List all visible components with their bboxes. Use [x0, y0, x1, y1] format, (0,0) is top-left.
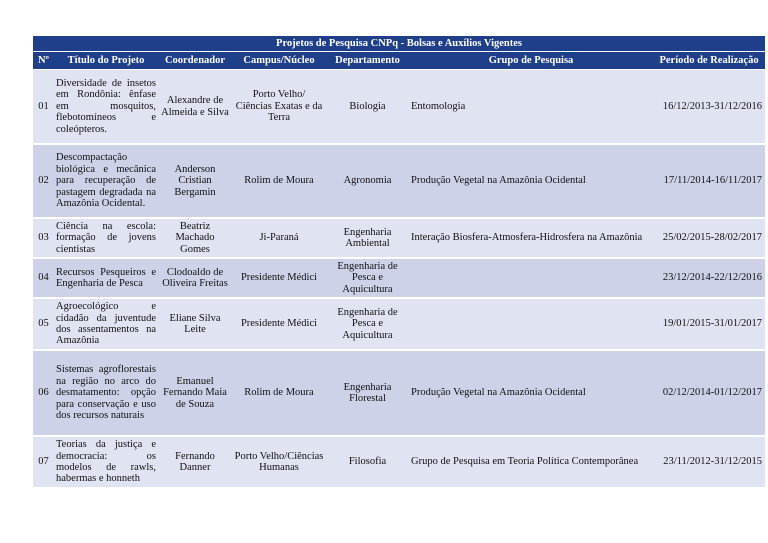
row-campus: Presidente Médici: [232, 298, 326, 350]
header-coordinator: Coordenador: [158, 52, 232, 69]
header-campus: Campus/Núcleo: [232, 52, 326, 69]
row-campus: Porto Velho/Ciências Humanas: [232, 436, 326, 488]
row-period: 25/02/2015-28/02/2017: [653, 218, 765, 258]
row-period: 17/11/2014-16/11/2017: [653, 144, 765, 218]
row-num: 02: [33, 144, 54, 218]
table-row: [33, 70, 765, 144]
row-period: 19/01/2015-31/01/2017: [653, 298, 765, 350]
row-num: 05: [33, 298, 54, 350]
row-group: Produção Vegetal na Amazônia Ocidental: [409, 144, 653, 218]
table-header-row: [33, 52, 765, 69]
row-num: 01: [33, 70, 54, 144]
row-title: Descompactação biológica e mecânica para recuperação de pastagem degradada na Amazônia Ocidental.: [54, 144, 158, 218]
document-page: [33, 36, 765, 489]
row-campus: Rolim de Moura: [232, 144, 326, 218]
row-campus: Ji-Paraná: [232, 218, 326, 258]
row-department: Biologia: [326, 70, 409, 144]
row-campus: Presidente Médici: [232, 258, 326, 298]
header-period: Período de Realização: [653, 52, 765, 69]
row-department: Agronomia: [326, 144, 409, 218]
row-group: Grupo de Pesquisa em Teoria Política Contemporânea: [409, 436, 653, 488]
projects-table: [33, 36, 765, 489]
row-department: Engenharia Ambiental: [326, 218, 409, 258]
row-campus: Porto Velho/ Ciências Exatas e da Terra: [232, 70, 326, 144]
row-coordinator: Beatriz Machado Gomes: [158, 218, 232, 258]
row-title: Diversidade de insetos em Rondônia: ênfase em mosquitos, flebotomíneos e coleópteros.: [54, 70, 158, 144]
row-coordinator: Alexandre de Almeida e Silva: [158, 70, 232, 144]
row-period: 23/12/2014-22/12/2016: [653, 258, 765, 298]
row-num: 07: [33, 436, 54, 488]
row-num: 04: [33, 258, 54, 298]
row-coordinator: Eliane Silva Leite: [158, 298, 232, 350]
table-caption: Projetos de Pesquisa CNPq - Bolsas e Auxílios Vigentes: [33, 36, 765, 51]
row-department: Engenharia de Pesca e Aquicultura: [326, 298, 409, 350]
header-group: Grupo de Pesquisa: [409, 52, 653, 69]
row-department: Filosofia: [326, 436, 409, 488]
row-group: Entomologia: [409, 70, 653, 144]
row-group: Interação Biosfera-Atmosfera-Hidrosfera na Amazônia: [409, 218, 653, 258]
row-title: Ciência na escola: formação de jovens cientistas: [54, 218, 158, 258]
row-department: Engenharia de Pesca e Aquicultura: [326, 258, 409, 298]
row-coordinator: Fernando Danner: [158, 436, 232, 488]
row-department: Engenharia Florestal: [326, 350, 409, 436]
row-coordinator: Emanuel Fernando Maia de Souza: [158, 350, 232, 436]
row-title: Recursos Pesqueiros e Engenharia de Pesca: [54, 258, 158, 298]
table-row: [33, 298, 765, 350]
table-row: [33, 350, 765, 436]
table-row: [33, 218, 765, 258]
row-title: Sistemas agroflorestais na região no arco do desmatamento: opção para conservação e uso dos recursos naturais: [54, 350, 158, 436]
row-coordinator: Anderson Cristian Bergamin: [158, 144, 232, 218]
table-row: [33, 258, 765, 298]
row-period: 16/12/2013-31/12/2016: [653, 70, 765, 144]
row-group: Produção Vegetal na Amazônia Ocidental: [409, 350, 653, 436]
table-row: [33, 144, 765, 218]
row-num: 03: [33, 218, 54, 258]
row-period: 23/11/2012-31/12/2015: [653, 436, 765, 488]
row-campus: Rolim de Moura: [232, 350, 326, 436]
row-title: Agroecológico e cidadão da juventude dos assentamentos na Amazônia: [54, 298, 158, 350]
header-department: Departamento: [326, 52, 409, 69]
row-coordinator: Clodoaldo de Oliveira Freitas: [158, 258, 232, 298]
row-group: [409, 258, 653, 298]
row-num: 06: [33, 350, 54, 436]
table-row: [33, 436, 765, 488]
header-title: Título do Projeto: [54, 52, 158, 69]
row-period: 02/12/2014-01/12/2017: [653, 350, 765, 436]
row-group: [409, 298, 653, 350]
row-title: Teorias da justiça e democracia: os modelos de rawls, habermas e honneth: [54, 436, 158, 488]
header-num: Nº: [33, 52, 54, 69]
